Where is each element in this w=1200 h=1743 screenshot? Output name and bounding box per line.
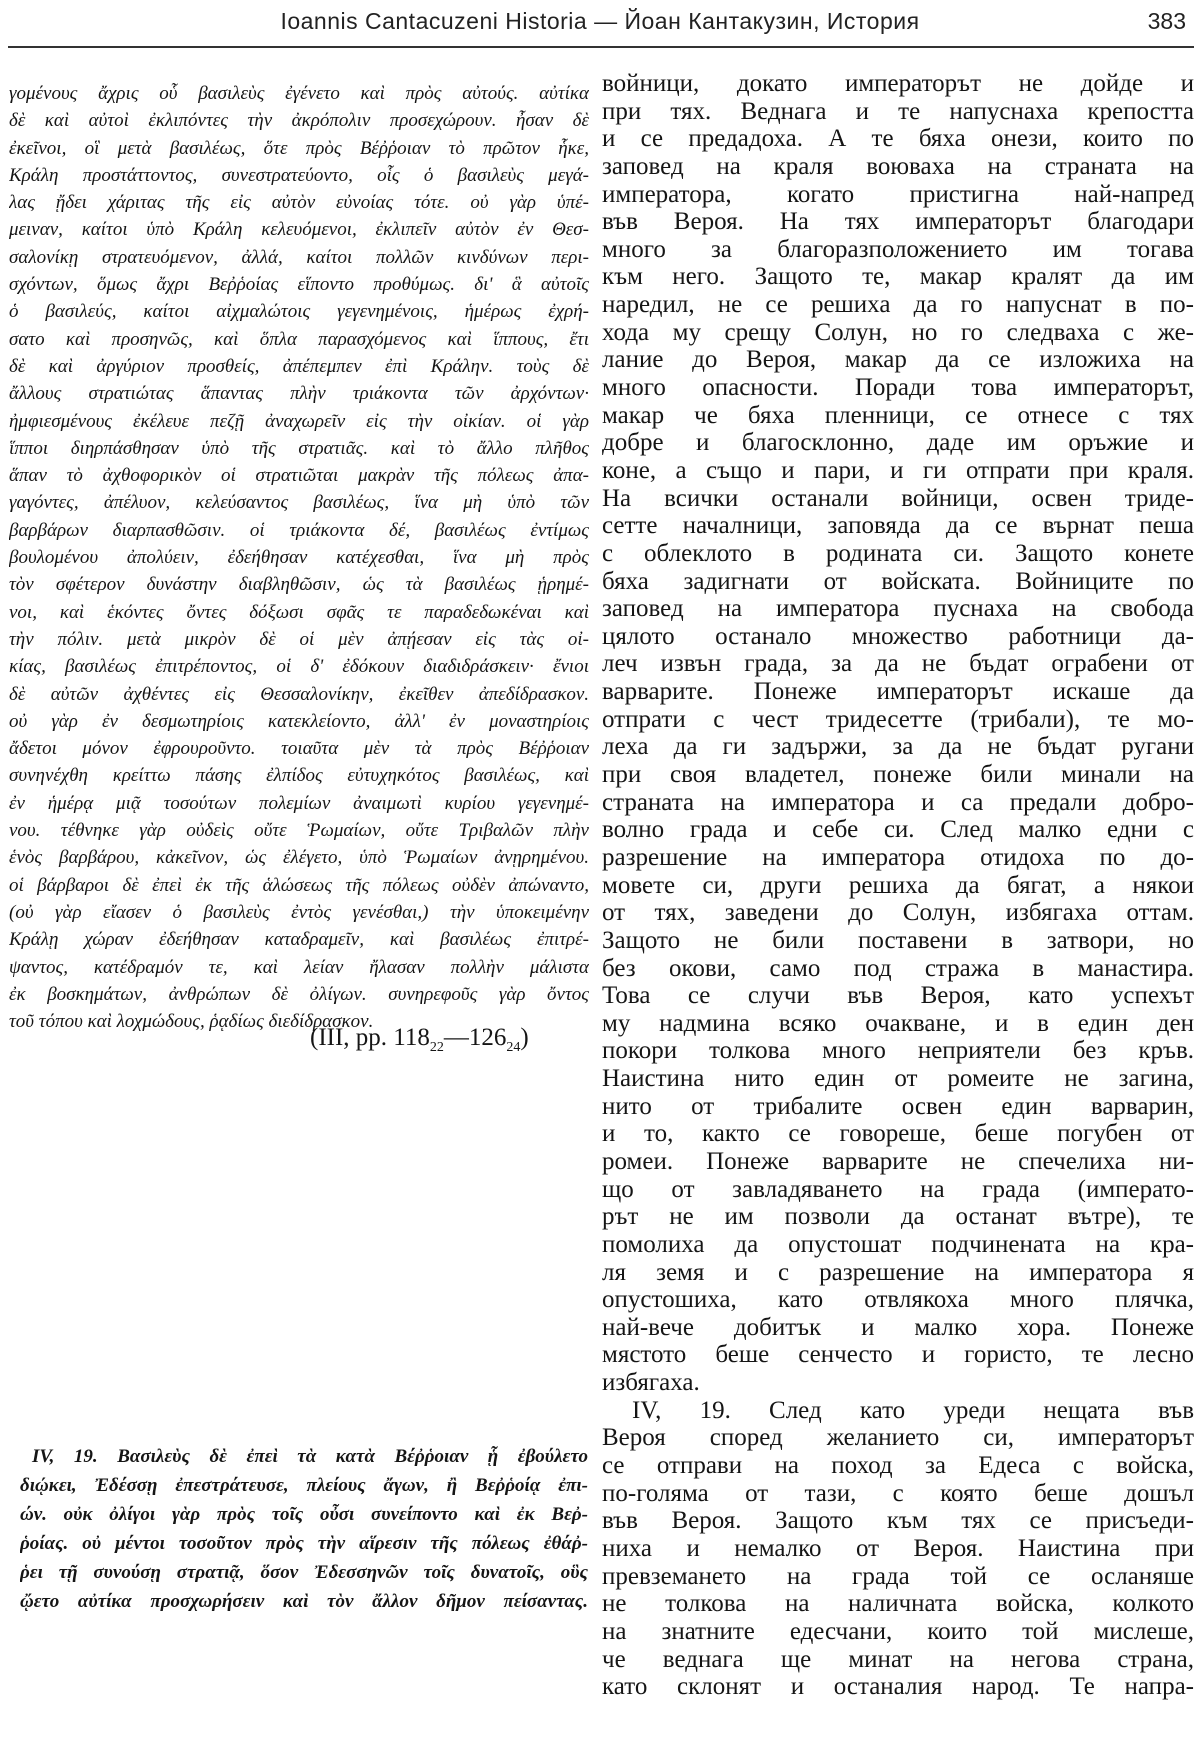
text-line: по-голяма от тази, с която беше дошъл	[602, 1479, 1194, 1507]
text-line: Наистина нито един от ромеите не загина,	[602, 1065, 1194, 1093]
text-line: Защото не били поставени в затвори, но	[602, 926, 1194, 954]
text-line: варварите. Понеже императорът искаше да	[602, 678, 1194, 706]
text-line: ἐκεῖνοι, οἳ μετὰ βασιλέως, ὅτε πρὸς Βέῤῥοιαν τὸ πρῶτον ἧκε,	[9, 137, 589, 159]
text-line: δὲ καὶ ἀργύριον προσθείς, ἀπέπεμπεν ἐπὶ Κράλην. τοὺς δὲ	[9, 355, 589, 377]
text-line: императора, когато пристигна най-напред	[602, 180, 1194, 208]
text-line: с облеклото в родината си. Защото конете	[602, 539, 1194, 567]
text-line: (οὐ γὰρ εἴασεν ὁ βασιλεὺς ἐντὸς γενέσθαι,) τὴν ὑποκειμένην	[9, 901, 589, 923]
text-line: Κράλῃ χώραν ἐδεήθησαν καταδραμεῖν, καὶ βασιλέως ἐπιτρέ-	[9, 929, 589, 951]
text-line: войници, докато императорът не дойде и	[602, 70, 1194, 97]
header-title: Ioannis Cantacuzeni Historia — Йоан Кантакузин, История	[280, 8, 920, 34]
text-line: δὲ αὐτῶν ἀχθέντες εἰς Θεσσαλονίκην, ἐκεῖθεν ἀπεδίδρασκον.	[9, 683, 589, 705]
citation-suffix: )	[520, 1024, 529, 1051]
text-line: при своя владетел, понеже били минали на	[602, 761, 1194, 789]
greek-text-column	[9, 80, 589, 1035]
text-line: най-вече добитък и малко хора. Понеже	[602, 1313, 1194, 1341]
text-line: леха да ги задържи, за да не бъдат ругани	[602, 733, 1194, 761]
text-line: макар че бяха пленници, се отнесе с тях	[602, 401, 1194, 429]
text-line: οἱ βάρβαροι δὲ ἐπεὶ ἐκ τῆς ἁλώσεως τῆς πόλεως οὐδὲν ἀπώναντο,	[9, 874, 589, 896]
text-line: при тях. Веднага и те напуснаха крепостта	[602, 97, 1194, 125]
text-line: ниха и немалко от Вероя. Наистина при	[602, 1534, 1194, 1562]
text-line: към него. Защото те, макар кралят да им	[602, 263, 1194, 291]
source-citation	[310, 1024, 529, 1056]
text-line: сетте началници, заповяда да се върнат пеша	[602, 512, 1194, 540]
text-line: νοι, καὶ ἑκόντες ὄντες δόξωσι σφᾶς τε παραδεδωκέναι καὶ	[9, 601, 589, 623]
text-line: ἄδετοι μόνον ἐφρουροῦντο. τοιαῦτα μὲν τὰ πρὸς Βέῤῥοιαν	[9, 738, 589, 760]
text-line: че веднага ще минат на негова страна,	[602, 1645, 1194, 1673]
text-line: цялото останало множество работници да-	[602, 622, 1194, 650]
text-line: δὲ καὶ αὐτοὶ ἐκλιπόντες τὴν ἀκρόπολιν προσεχώρουν. ἦσαν δὲ	[9, 110, 589, 132]
text-line: IV, 19. Βασιλεὺς δὲ ἐπεὶ τὰ κατὰ Βέῤῥοιαν ᾗ ἐβούλετο	[32, 1446, 588, 1467]
header-rule	[8, 46, 1194, 48]
text-line: покори толкова много неприятели без кръв.	[602, 1037, 1194, 1065]
text-line: и се предадоха. А те бяха онези, които по	[602, 125, 1194, 153]
text-line: бяха задигнати от войската. Войниците по	[602, 567, 1194, 595]
text-line: λας ᾔδει χάριτας τῆς εἰς αὐτὸν εὐνοίας τότε. οὐ γὰρ ὑπέ-	[9, 192, 589, 214]
citation-sub-1: 22	[429, 1040, 444, 1055]
text-line: σατο καὶ προσηνῶς, καὶ ὅπλα παρασχόμενος καὶ ἵππους, ἔτι	[9, 328, 589, 350]
text-line: βαρβάρων διαρπασθῶσιν. οἱ τριάκοντα δέ, βασιλέως ἐντίμως	[9, 519, 589, 541]
text-line: σχόντων, ὅμως ἄχρι Βεῤῥοίας εἵποντο προθύμως. δι' ἃ αὐτοῖς	[9, 274, 589, 296]
text-line: леч извън града, за да не бъдат ограбени от	[602, 650, 1194, 678]
text-line: мовете си, други решиха да бягат, а някои	[602, 871, 1194, 899]
running-header	[0, 4, 1200, 44]
text-line: страната на императора и са предали добро-	[602, 788, 1194, 816]
text-line: като склонят и останалия народ. Те напра-	[602, 1673, 1194, 1701]
text-line: без окови, само под стража в манастира.	[602, 954, 1194, 982]
text-line: мястото беше сенчесто и гористо, те лесно	[602, 1341, 1194, 1369]
text-line: опустошиха, като отвлякоха много плячка,	[602, 1286, 1194, 1314]
text-line: разрешение на императора отидоха по до-	[602, 843, 1194, 871]
text-line: οὐ γὰρ ἐν δεσμωτηρίοις κατεκλείοντο, ἀλλ' ἐν μοναστηρίοις	[9, 710, 589, 732]
text-line: συνηνέχθη κρείττω πάσης ἐλπίδος εὐτυχηκότος βασιλέως, καὶ	[9, 765, 589, 787]
text-line: ἠμφιεσμένους ἐκέλευε πεζῇ ἀναχωρεῖν εἰς τὴν οἰκίαν. οἱ γὰρ	[9, 410, 589, 432]
text-line: IV, 19. След като уреди нещата във	[632, 1396, 1194, 1424]
citation-mid: —126	[443, 1024, 507, 1051]
text-line: ών. οὐκ ὀλίγοι γὰρ πρὸς τοῖς οὖσι συνείποντο καὶ ἐκ Βεῤ-	[20, 1504, 588, 1525]
text-line: ᾤετο αὐτίκα προσχωρήσειν καὶ τὸν ἄλλον δῆμον πείσαντας.	[20, 1591, 588, 1612]
text-line: избягаха.	[602, 1369, 700, 1397]
text-line: превземането на града той се осланяше	[602, 1562, 1194, 1590]
text-line: коне, а също и пари, и ги отпрати при краля.	[602, 456, 1194, 484]
text-line: ἐκ βοσκημάτων, ἀνθρώπων δὲ ὀλίγων. συνηρεφοῦς γὰρ ὄντος	[9, 983, 589, 1005]
text-line: ἄλλους στρατιώτας ἅπαντας πλὴν τριάκοντα τῶν ἀρχόντων·	[9, 383, 589, 405]
text-line: на знатните едесчани, които той мислеше,	[602, 1617, 1194, 1645]
text-line: Това се случи във Вероя, като успехът	[602, 982, 1194, 1010]
greek-text-section-iv-19	[20, 1442, 588, 1616]
text-line: ἐν ἡμέρᾳ μιᾷ τοσούτων πολεμίων ἀναιμωτὶ κυρίου γεγενημέ-	[9, 792, 589, 814]
text-line: ἑνὸς βαρβάρου, κἀκεῖνον, ὡς ἐλέγετο, ὑπὸ Ῥωμαίων ἀνῃρημένου.	[9, 847, 589, 869]
text-line: отпрати с чест тридесетте (трибали), те мо-	[602, 705, 1194, 733]
text-line: лание до Вероя, макар да се изложиха на	[602, 346, 1194, 374]
citation-sub-2: 24	[506, 1040, 521, 1055]
text-line: много за благоразположението им тогава	[602, 235, 1194, 263]
text-line: заповед на императора пуснаха на свобода	[602, 595, 1194, 623]
text-line: не толкова на наличната войска, колкото	[602, 1590, 1194, 1618]
text-line: добре и благосклонно, даде им оръжие и	[602, 429, 1194, 457]
text-line: βουλομένου ἀπολύειν, ἐδεήθησαν κατέχεσθαι, ἵνα μὴ πρὸς	[9, 547, 589, 569]
text-line: и то, както се говореше, беше погубен от	[602, 1120, 1194, 1148]
text-line: ῥει τῇ συνούσῃ στρατιᾷ, ὅσον Ἐδεσσηνῶν τοῖς δυνατοῖς, οὓς	[20, 1562, 588, 1583]
text-line: се отправи на поход за Едеса с войска,	[602, 1452, 1194, 1480]
text-line: ромеи. Понеже варварите не спечелиха ни-	[602, 1147, 1194, 1175]
text-line: от тях, заведени до Солун, избягаха оттам.	[602, 899, 1194, 927]
page-number: 383	[1147, 8, 1186, 34]
text-line: ῥοίας. οὐ μέντοι τοσοῦτον πρὸς τὴν αἵρεσιν τῆς πόλεως ἐθάῤ-	[20, 1533, 588, 1554]
text-line: волно града и себе си. След малко едни с	[602, 816, 1194, 844]
text-line: Вероя според желанието си, императорът	[602, 1424, 1194, 1452]
text-line: помолиха да опустошат подчинената на кра-	[602, 1230, 1194, 1258]
text-line: τὴν πόλιν. μετὰ μικρὸν δὲ οἱ μὲν ἀπῄεσαν εἰς τὰς οἰ-	[9, 628, 589, 650]
text-line: нито от трибалите освен един варварин,	[602, 1092, 1194, 1120]
text-line: σαλονίκῃ στρατευόμενον, ἀλλά, καίτοι πολλῶν κινδύνων περι-	[9, 246, 589, 268]
text-line: μειναν, καίτοι ὑπὸ Κράλη κελευόμενοι, ἐκλιπεῖν αὐτὸν ἐν Θεσ-	[9, 219, 589, 241]
text-line: във Вероя. Защото към тях се присъеди-	[602, 1507, 1194, 1535]
text-line: рът не им позволи да останат вътре), те	[602, 1203, 1194, 1231]
text-line: ля земя и с разрешение на императора я	[602, 1258, 1194, 1286]
text-line: γομένους ἄχρις οὗ βασιλεὺς ἐγένετο καὶ πρὸς αὐτούς. αὐτίκα	[9, 83, 589, 104]
text-line: τοῦ τόπου καὶ λοχμώδους, ῥᾳδίως διεδίδρασκον.	[9, 1011, 374, 1033]
text-line: много опасности. Поради това императорът,	[602, 374, 1194, 402]
text-line: наредил, не се решиха да го напуснат в по-	[602, 291, 1194, 319]
text-line: във Вероя. На тях императорът благодари	[602, 208, 1194, 236]
text-line: γαγόντες, ἀπέλυον, κελεύσαντος βασιλέως, ἵνα μὴ ὑπὸ τῶν	[9, 492, 589, 514]
text-line: Κράλη προστάττοντος, συνεστρατεύοντο, οἷς ὁ βασιλεὺς μεγά-	[9, 164, 589, 186]
citation-prefix: (III, pp. 118	[310, 1024, 430, 1051]
text-line: διῴκει, Ἐδέσσῃ ἐπεστράτευσε, πλείους ἄγων, ἢ Βεῤῥοίᾳ ἐπι-	[20, 1475, 588, 1496]
text-line: ἅπαν τὸ ἀχθοφορικὸν οἱ στρατιῶται μακρὰν τῆς πόλεως ἀπα-	[9, 465, 589, 487]
text-line: що от завладяването на града (императо-	[602, 1175, 1194, 1203]
text-line: τὸν σφέτερον δυνάστην διαβληθῶσιν, ὡς τὰ βασιλέως ᾑρημέ-	[9, 574, 589, 596]
text-line: νου. τέθνηκε γὰρ οὐδεὶς οὔτε Ῥωμαίων, οὔτε Τριβαλῶν πλὴν	[9, 820, 589, 842]
text-line: заповед на краля воюваха на страната на	[602, 152, 1194, 180]
text-line: ψαντος, κατέδραμόν τε, καὶ λείαν ἤλασαν πολλὴν μάλιστα	[9, 956, 589, 978]
text-line: ἵπποι διηρπάσθησαν ὑπὸ τῆς στρατιᾶς. καὶ τὸ ἄλλο πλῆθος	[9, 437, 589, 459]
text-line: хода му срещу Солун, но го следваха с же-	[602, 318, 1194, 346]
text-line: На всички останали войници, освен триде-	[602, 484, 1194, 512]
text-line: му надмина всяко очакване, и в един ден	[602, 1009, 1194, 1037]
bulgarian-translation-column	[602, 70, 1194, 1701]
text-line: κίας, βασιλέως ἐπιτρέποντος, οἱ δ' ἐδόκουν διαδιδράσκειν· ἔνιοι	[9, 656, 589, 678]
text-line: ὁ βασιλεύς, καίτοι αἰχμαλώτοις γεγενημένοις, ἡμέρως ἐχρή-	[9, 301, 589, 323]
